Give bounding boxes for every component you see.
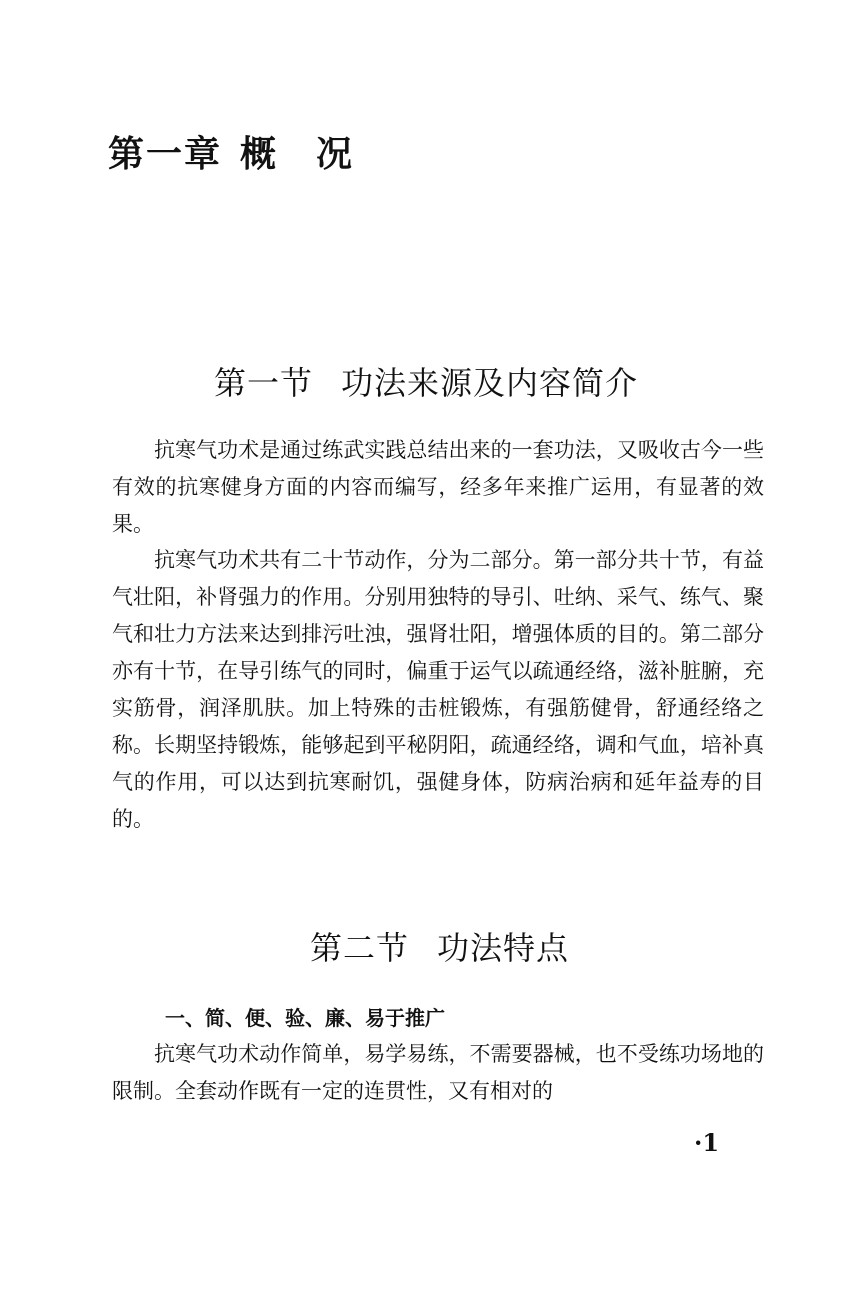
paragraph-3: 抗寒气功术动作简单，易学易练，不需要器械，也不受练功场地的限制。全套动作既有一定的连贯性，又有相对的 <box>112 1042 764 1103</box>
paragraph-2: 抗寒气功术共有二十节动作，分为二部分。第一部分共十节，有益气壮阳，补肾强力的作用。分别用独特的导引、吐纳、采气、练气、聚气和壮力方法来达到排污吐浊，强肾壮阳，增强体质的目的。第二部分亦有十节，在导引练气的同时，偏重于运气以疏通经络，滋补脏腑，充实筋骨，润泽肌肤。加上特殊的击桩锻炼，有强筋健骨，舒通经络之称。长期坚持锻炼，能够起到平秘阴阳，疏通经络，调和气血，培补真气的作用，可以达到抗寒耐饥，强健身体，防病治病和延年益寿的目的。 <box>112 548 764 831</box>
section-name-2: 功法特点 <box>437 929 570 967</box>
chapter-number: 第一章 <box>108 134 223 175</box>
section-name-1: 功法来源及内容简介 <box>341 364 639 402</box>
section-number-1: 第一节 <box>214 364 314 402</box>
chapter-name: 概 况 <box>240 134 355 175</box>
paragraph-1: 抗寒气功术是通过练武实践总结出来的一套功法，又吸收古今一些有效的抗寒健身方面的内容而编写，经多年来推广运用，有显著的效果。 <box>112 438 764 536</box>
section-title-2 <box>310 923 569 969</box>
chapter-title <box>108 126 354 177</box>
page-number: ·1 <box>694 1128 720 1157</box>
section-title-1 <box>214 358 638 404</box>
section-number-2: 第二节 <box>310 929 410 967</box>
subheading-1: 一、简、便、验、廉、易于推广 <box>165 1006 445 1030</box>
